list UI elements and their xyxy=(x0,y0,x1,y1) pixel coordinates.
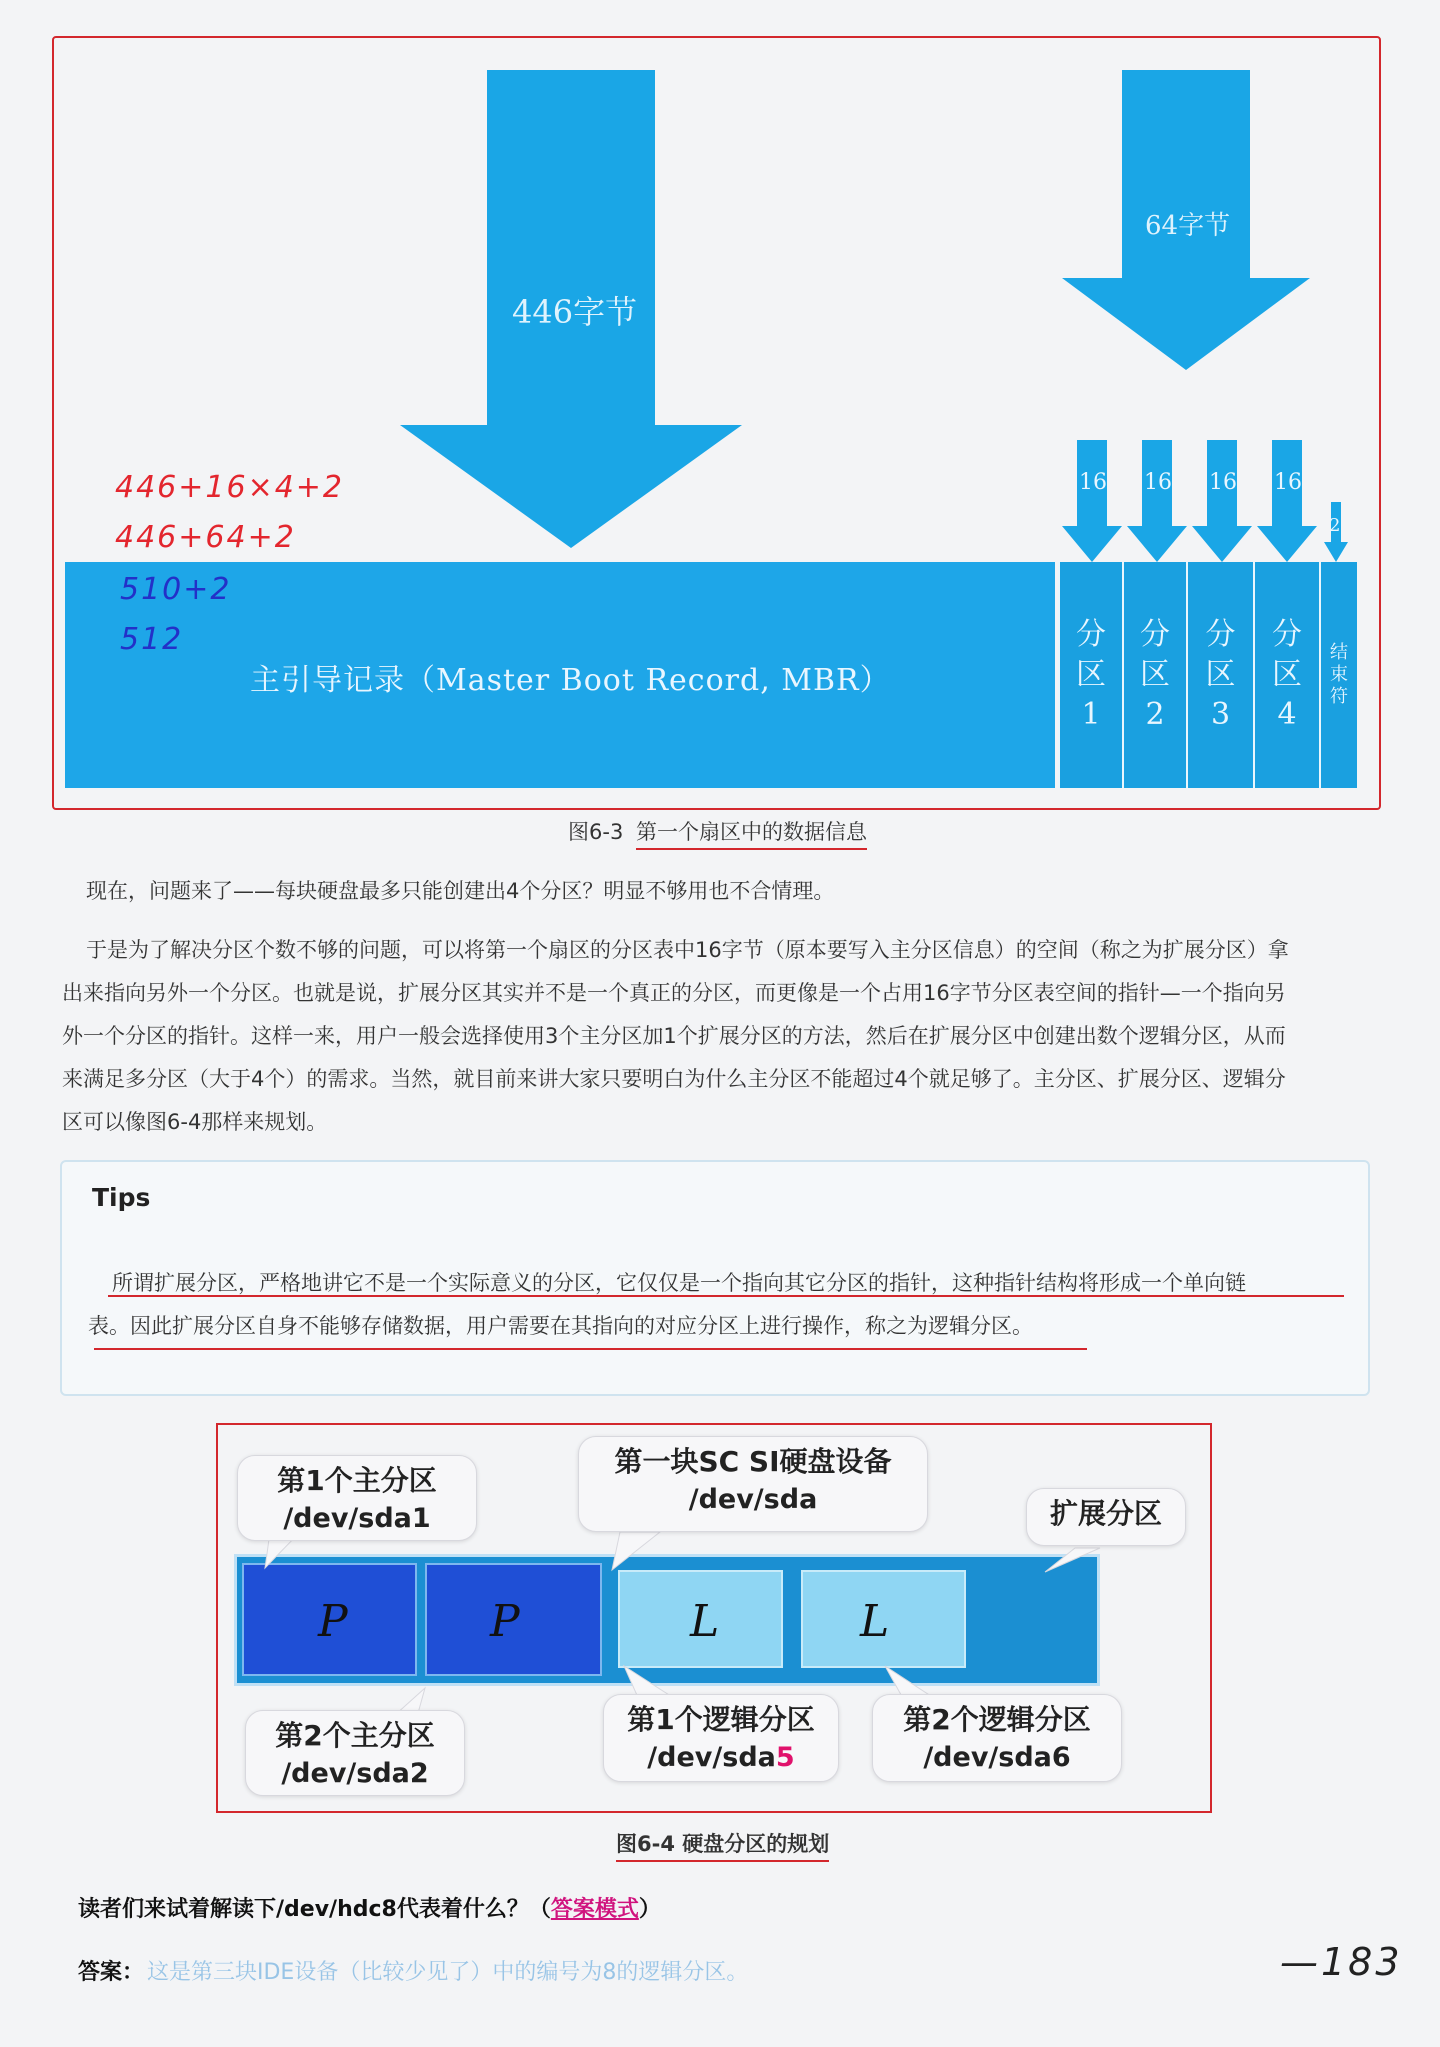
question xyxy=(78,1892,661,1923)
callout-title: 第2个逻辑分区 xyxy=(903,1703,1091,1736)
callout-title: 第一块SC SI硬盘设备 xyxy=(614,1445,892,1478)
callout-device-number: 5 xyxy=(775,1742,795,1773)
callout-device: /dev/sda xyxy=(688,1484,818,1515)
question-close: ） xyxy=(638,1897,661,1922)
answer-label: 答案： xyxy=(78,1960,145,1985)
partition-char: 区 xyxy=(1272,657,1302,692)
callout-primary-partition-2 xyxy=(245,1710,465,1796)
primary-letter: P xyxy=(490,1596,520,1647)
handwritten-note: 510+2 xyxy=(120,572,232,607)
callout-device xyxy=(604,1739,838,1777)
paragraph-2-line: 区可以像图6-4那样来规划。 xyxy=(62,1110,328,1134)
partition-number: 3 xyxy=(1210,697,1231,732)
callout-title: 第1个逻辑分区 xyxy=(627,1703,815,1736)
figure-6-4-caption xyxy=(616,1828,829,1858)
partition-2-block xyxy=(1122,562,1186,788)
tips-text xyxy=(88,1262,1348,1348)
partition-char: 分 xyxy=(1140,617,1170,652)
partition-char: 分 xyxy=(1205,617,1236,652)
arrow-partition-1 xyxy=(1062,440,1122,562)
arrow-16-label: 16 xyxy=(1079,470,1107,495)
primary-letter: P xyxy=(318,1596,348,1647)
end-marker-char: 符 xyxy=(1330,686,1348,707)
end-marker-char: 束 xyxy=(1330,664,1348,685)
caption-text: 图6-4 硬盘分区的规划 xyxy=(616,1832,829,1862)
partition-number: 2 xyxy=(1145,697,1165,732)
partition-char: 分 xyxy=(1076,617,1106,652)
answer-text: 这是第三块IDE设备（比较少见了）中的编号为8的逻辑分区。 xyxy=(147,1960,749,1985)
tips-line-2: 表。因此扩展分区自身不能够存储数据，用户需要在其指向的对应分区上进行操作，称之为逻辑分区。 xyxy=(88,1314,1033,1338)
handwritten-note: 512 xyxy=(120,622,184,657)
paragraph-2-line: 于是为了解决分区个数不够的问题，可以将第一个扇区的分区表中16字节（原本要写入主分区信息）的空间（称之为扩展分区）拿 xyxy=(86,938,1289,962)
tips-title: Tips xyxy=(92,1183,151,1212)
callout-device: /dev/sda6 xyxy=(923,1742,1071,1773)
callout-device: /dev/sda1 xyxy=(283,1503,431,1534)
partition-4-block xyxy=(1253,562,1319,788)
partition-char: 分 xyxy=(1272,617,1302,652)
logical-letter: L xyxy=(860,1596,890,1647)
tips-line-1: 所谓扩展分区，严格地讲它不是一个实际意义的分区，它仅仅是一个指向其它分区的指针，这种指针结构将形成一个单向链 xyxy=(112,1271,1246,1295)
caption-prefix: 图6-3 xyxy=(568,820,624,844)
end-marker-block xyxy=(1319,562,1357,788)
paragraph-2-line: 外一个分区的指针。这样一来，用户一般会选择使用3个主分区加1个扩展分区的方法，然后在扩展分区中创建出数个逻辑分区，从而 xyxy=(62,1024,1286,1048)
paragraph-2-line: 出来指向另外一个分区。也就是说，扩展分区其实并不是一个真正的分区，而更像是一个占用16字节分区表空间的指针—一个指向另 xyxy=(62,981,1286,1005)
end-marker-char: 结 xyxy=(1330,642,1348,663)
page-number: —183 xyxy=(1280,1940,1403,1984)
partition-3-block xyxy=(1186,562,1253,788)
callout-scsi-disk xyxy=(578,1436,928,1532)
partition-char: 区 xyxy=(1140,657,1170,692)
partition-number: 1 xyxy=(1081,697,1101,732)
arrow-16-label: 16 xyxy=(1209,470,1237,495)
callout-title: 扩展分区 xyxy=(1049,1497,1162,1530)
tips-underline xyxy=(108,1295,1344,1297)
paragraph-2-line: 来满足多分区（大于4个）的需求。当然，就目前来讲大家只要明白为什么主分区不能超过4个就足够了。主分区、扩展分区、逻辑分 xyxy=(62,1067,1286,1091)
arrow-64-label: 64字节 xyxy=(1145,211,1231,241)
arrow-16-label: 16 xyxy=(1144,470,1172,495)
callout-title: 第1个主分区 xyxy=(277,1464,437,1497)
callout-device-prefix: /dev/sda xyxy=(647,1742,776,1773)
callout-extended-partition xyxy=(1026,1488,1186,1546)
arrow-partition-2 xyxy=(1127,440,1187,562)
answer-mode-link[interactable]: 答案模式 xyxy=(550,1897,639,1922)
arrow-partition-4 xyxy=(1257,440,1317,562)
question-text: 读者们来试着解读下/dev/hdc8代表着什么？（ xyxy=(78,1897,551,1922)
figure-6-3-caption xyxy=(568,816,867,846)
callout-device: /dev/sda2 xyxy=(281,1758,429,1789)
handwritten-note: 446+16×4+2 xyxy=(115,470,345,505)
tips-underline xyxy=(94,1348,1087,1350)
callout-logical-partition-1 xyxy=(603,1694,839,1782)
mbr-label: 主引导记录（Master Boot Record, MBR） xyxy=(250,663,891,698)
arrow-446-label: 446字节 xyxy=(512,293,638,331)
partition-char: 区 xyxy=(1205,657,1236,692)
arrow-2-label: 2 xyxy=(1329,515,1341,536)
paragraph-1: 现在，问题来了——每块硬盘最多只能创建出4个分区？明显不够用也不合情理。 xyxy=(86,879,835,903)
handwritten-note: 446+64+2 xyxy=(115,520,296,555)
callout-title: 第2个主分区 xyxy=(275,1719,435,1752)
arrow-16-label: 16 xyxy=(1274,470,1302,495)
partition-1-block xyxy=(1058,562,1122,788)
partition-char: 区 xyxy=(1076,657,1106,692)
logical-letter: L xyxy=(690,1596,720,1647)
caption-title: 第一个扇区中的数据信息 xyxy=(636,820,867,850)
callout-primary-partition-1 xyxy=(237,1455,477,1541)
arrow-partition-3 xyxy=(1192,440,1252,562)
partition-number: 4 xyxy=(1277,697,1297,732)
callout-logical-partition-2 xyxy=(872,1694,1122,1782)
